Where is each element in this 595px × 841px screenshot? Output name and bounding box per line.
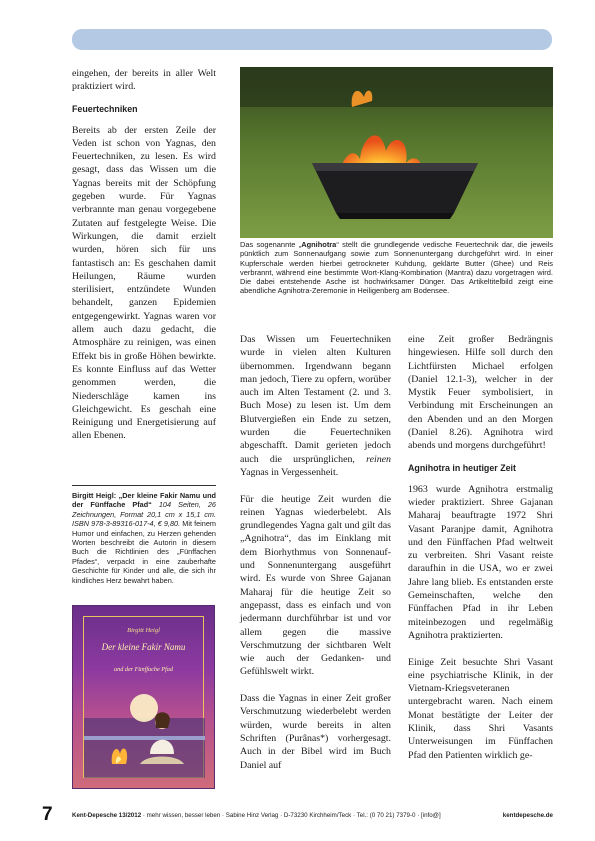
book-details: 104 Seiten, 26 Zeichnungen, Format 20,1 cm x 15,1 cm. ISBN 978-3-89316-017-4, € 9,80. <box>72 500 216 529</box>
photo-caption <box>240 240 553 296</box>
book-divider <box>72 485 216 486</box>
paragraph <box>240 333 391 479</box>
book-description: Mit feinem Humor und einfachen, zu Herzen gehenden Worten beschreibt die Autorin in diesem Buch die Richtlinien des „Fünffachen Pfades“, verpackt in eine zauberhafte Geschichte für Kinder und alle, die sich ihr kindliches Herz bewahrt haben. <box>72 519 217 585</box>
caption-text: “ stellt die grundlegende vedische Feuertechnik dar, die jeweils pünktlich zum Sonnenaufgang sowie zum Sonnenuntergang durchgeführt wird. In einer Kupferschale werden hierbei getrockneter Kuhdung, geklärte Butter (Ghee) und Reis verbrannt, während eine bestimmte Wort-Klang-Kombination (Mantra) dazu vorgetragen wird. Die dabei entstehende Asche ist hochwirksamer Dünger. Das Artikeltitelbild zeigt eine abendliche Agnihotra-Zeremonie in Heiligenberg am Bodensee. <box>240 240 553 296</box>
footer-details: · mehr wissen, besser leben · Sabine Hinz Verlag · D-73230 Kirchheim/Teck · Tel.: (0 70 21) 7379-0 · [info@] <box>142 812 441 819</box>
footer-publication: Kent-Depesche 13/2012 <box>72 812 142 819</box>
footer-url[interactable]: kentdepesche.de <box>502 812 553 819</box>
column-right <box>408 333 553 762</box>
paragraph: eingehen, der bereits in aller Welt praktiziert wird. <box>72 68 216 93</box>
column-middle <box>240 333 391 772</box>
column-left <box>72 67 216 443</box>
page-number: 7 <box>42 804 53 825</box>
cover-subtitle: und der Fünffache Pfad <box>114 666 173 673</box>
book-info <box>72 491 216 585</box>
paragraph: eine Zeit großer Bedrängnis hingewiesen. Hilfe soll durch den Lichtfürsten Michael erfolgen (Daniel 12.1-3), welcher in der Mystik Feuer symbolisiert, in Verbindung mit Erscheinungen an den Abenden und an den Morgen (Daniel 8.26). Agnihotra wird abends und morgens durchgeführt! <box>408 334 553 452</box>
section-heading-feuertechniken: Feuertechniken <box>72 103 138 114</box>
paragraph: Für die heutige Zeit wurden die reinen Yagnas wiederbelebt. Als grundlegendes Yagna galt und gilt das „Agnihotra“, das im Einklang mit dem Biorhythmus von Sonnenauf- und Sonnenuntergang ausgeführt wird. Es wurde von Shree Gajanan Maharaj für die heutige Zeit so angepasst, dass es einfach und von jedermann durchführbar ist und vor allem gegen die massive Verschmutzung der sichtbaren Welt wie auch der Gedanken- und Gefühlswelt wirkt. <box>240 493 391 678</box>
text-span: Yagnas in Vergessenheit. <box>240 466 339 478</box>
section-heading-agnihotra-heute: Agnihotra in heutiger Zeit <box>408 462 516 473</box>
agnihotra-fire-photo <box>240 67 553 238</box>
header-bar <box>72 29 552 50</box>
cover-title: Der kleine Fakir Namu <box>101 642 186 652</box>
paragraph: 1963 wurde Agnihotra erstmalig wieder praktiziert. Shree Gajanan Maharaj beauftragte 1972 Shri Vasant Paranjpe damit, Agnihotra und den Fünffachen Pfad weltweit zu verbreiten. Shri Vasant reiste daraufhin in die USA, wo er zwei Jahre lang blieb. Es entstanden erste Gemeinschaften, welche den Fünffachen Pfad in ihr Leben miteinbezogen und regelmäßig Agnihotra praktizierten. <box>408 483 553 641</box>
book-author-title: Birgitt Heigl: „Der kleine Fakir Namu und der Fünffache Pfad“ <box>72 491 216 510</box>
caption-intro: Das sogenannte „ <box>240 240 302 249</box>
text-span: Das Wissen um Feuertechniken wurde in vielen alten Kulturen übernommen. Irgendwann begann man jedoch, Tiere zu opfern, worüber auch im Alten Testament (2. und 3. Buch Mose) zu lesen ist. Um dem Blutvergießen ein Ende zu setzen, wurden die Feuertechniken abgeschafft. Damit gerieten jedoch auch die ursprünglichen, <box>240 334 391 465</box>
caption-bold-term: Agnihotra <box>301 240 337 249</box>
paragraph: Dass die Yagnas in einer Zeit großer Verschmutzung wiederbelebt werden würden, wurde bereits in alten Schriften (Purânas*) vorhergesagt. Auch in der Bibel wird im Buch Daniel auf <box>240 693 391 771</box>
paragraph: Einige Zeit besuchte Shri Vasant eine psychiatrische Klinik, in der Vietnam-Kriegsveteranen untergebracht waren. Nach einem Monat bestätigte der Leiter der Klinik, dass Shri Vasants Unterweisungen im Fünffachen Pfad den Patienten wirklich ge- <box>408 656 553 761</box>
paragraph: Bereits ab der ersten Zeile der Veden ist schon von Yagnas, den Feuertechniken, zu lesen. Es wird gesagt, dass das Wissen um die Yagnas bereits mit der Schöpfung gegeben wurde. Für Yagnas verbrannte man genau vorgegebene Zutaten auf festgelegte Weise. Die Wirkungen, die damit erzielt wurden, hören sich für uns fantastisch an: Es geschahen damit Heilungen, Räume wurden sterilisiert, entzündete Wunden behandelt, ganzen Epidemien entgegengewirkt. Yagnas waren vor allem auch dazu gedacht, die Atmosphäre zu reinigen, was einen Effekt bis in große Höhen bewirkte. Es konnte Einfluss auf das Wetter genommen werden, die Niederschläge kamen ins Gleichgewicht. Es geschah eine Reinigung und Energetisierung auf allen Ebenen. <box>72 124 216 442</box>
page-footer <box>72 812 553 819</box>
cover-author: Birgitt Heigl <box>127 627 160 634</box>
italic-word: reinen <box>366 453 391 465</box>
cover-illustration <box>84 678 205 778</box>
book-cover-image <box>72 605 215 789</box>
